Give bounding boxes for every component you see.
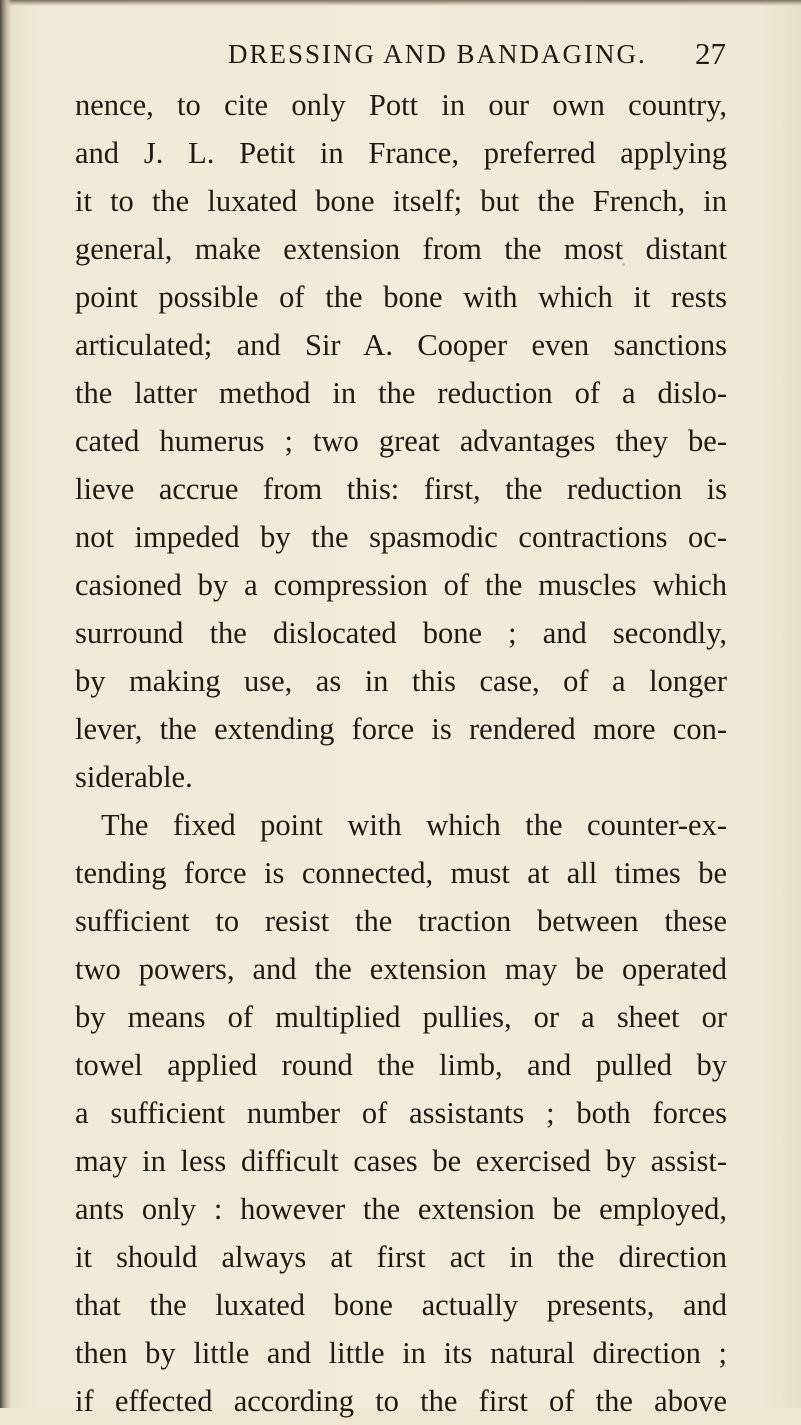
page-number: 27 (695, 36, 726, 71)
text-line: cated humerus ; two great advantages they be- (75, 424, 727, 458)
text-line: general, make extension from the most distant (75, 232, 727, 266)
text-line: it should always at first act in the direction (75, 1240, 727, 1274)
text-line: tending force is connected, must at all times be (75, 856, 727, 890)
text-line: the latter method in the reduction of a dislo- (75, 376, 727, 410)
text-line: that the luxated bone actually presents, and (75, 1288, 727, 1322)
text-line: by means of multiplied pullies, or a sheet or (75, 1000, 727, 1034)
text-line: towel applied round the limb, and pulled by (75, 1048, 727, 1082)
text-line: point possible of the bone with which it rests (75, 280, 727, 314)
text-line: surround the dislocated bone ; and secondly, (75, 616, 727, 650)
text-line: and J. L. Petit in France, preferred applying (75, 136, 727, 170)
text-line: by making use, as in this case, of a longer (75, 664, 727, 698)
text-line: ants only : however the extension be employed, (75, 1192, 727, 1226)
paragraph-first-line: The fixed point with which the counter-ex- (101, 808, 727, 842)
text-line: sufficient to resist the traction between these (75, 904, 727, 938)
text-line: lieve accrue from this: first, the reduction is (75, 472, 727, 506)
running-head (130, 34, 726, 74)
text-line: casioned by a compression of the muscles which (75, 568, 727, 602)
text-line: articulated; and Sir A. Cooper even sanctions (75, 328, 727, 362)
text-line: not impeded by the spasmodic contractions oc- (75, 520, 727, 554)
page-gutter-shadow (0, 0, 12, 1408)
text-line: it to the luxated bone itself; but the French, in (75, 184, 727, 218)
text-line: then by little and little in its natural direction ; (75, 1336, 727, 1370)
body-text (75, 81, 727, 1425)
page-top-edge (0, 0, 801, 6)
text-line: a sufficient number of assistants ; both forces (75, 1096, 727, 1130)
text-line: if effected according to the first of the above (75, 1384, 727, 1418)
text-line: nence, to cite only Pott in our own country, (75, 88, 727, 122)
paragraph-end-line: siderable. (75, 760, 193, 794)
text-line: two powers, and the extension may be operated (75, 952, 727, 986)
running-title: DRESSING AND BANDAGING. (228, 39, 647, 69)
text-line: lever, the extending force is rendered more con- (75, 712, 727, 746)
text-line: may in less difficult cases be exercised by assist- (75, 1144, 727, 1178)
